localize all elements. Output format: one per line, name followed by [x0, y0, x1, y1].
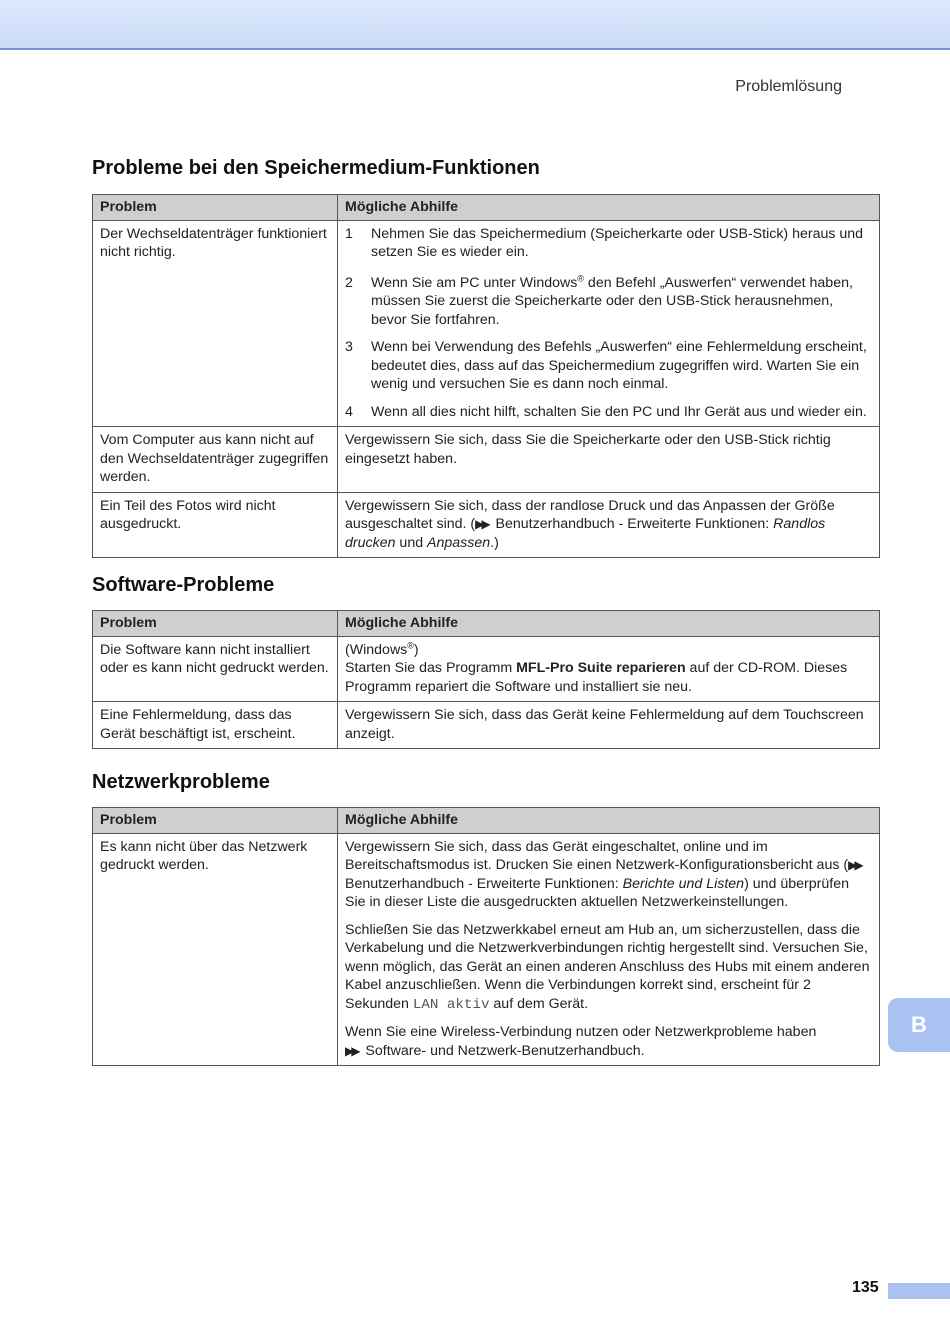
- storage-problems-table: [92, 194, 880, 558]
- problem-cell: Ein Teil des Fotos wird nicht ausgedruckt.: [93, 492, 338, 558]
- column-header-problem: Problem: [93, 195, 338, 221]
- column-header-solution: Mögliche Abhilfe: [338, 195, 880, 221]
- problem-cell: Eine Fehlermeldung, dass das Gerät beschäftigt ist, erscheint.: [93, 702, 338, 749]
- footer-bar: [888, 1283, 950, 1299]
- step-number: 4: [345, 403, 353, 420]
- section-heading-software: Software-Probleme: [92, 574, 275, 596]
- page-header-title: Problemlösung: [735, 78, 842, 95]
- software-problems-table: [92, 610, 880, 749]
- solution-cell: (Windows®) Starten Sie das Programm MFL-Pro Suite reparieren auf der CD-ROM. Dieses Programm repariert die Software und installiert sie neu.: [338, 636, 880, 702]
- section-heading-network: Netzwerkprobleme: [92, 771, 270, 793]
- step-text: Wenn bei Verwendung des Befehls „Auswerfen“ eine Fehlermeldung erscheint, bedeutet dies, dass auf das Speichermedium zugegriffen wird. Warten Sie ein wenig und versuchen Sie es dann noch einmal.: [371, 339, 867, 392]
- problem-cell: Der Wechseldatenträger funktioniert nicht richtig.: [93, 220, 338, 427]
- step-text: Nehmen Sie das Speichermedium (Speicherkarte oder USB-Stick) heraus und setzen Sie es wieder ein.: [371, 225, 864, 260]
- step-number: 3: [345, 339, 353, 355]
- table-row: [93, 636, 880, 702]
- header-bar: [0, 0, 950, 50]
- problem-cell: Es kann nicht über das Netzwerk gedruckt werden.: [93, 833, 338, 1066]
- solution-cell: Vergewissern Sie sich, dass das Gerät keine Fehlermeldung auf dem Touchscreen anzeigt.: [338, 702, 880, 749]
- reference-arrow-icon: ▶▶: [475, 517, 488, 531]
- solution-paragraph: Wenn Sie eine Wireless-Verbindung nutzen oder Netzwerkprobleme haben ▶▶ Software- und Netzwerk-Benutzerhandbuch.: [345, 1024, 817, 1059]
- solution-step: [345, 338, 872, 394]
- solution-step: [345, 225, 872, 262]
- section-heading-storage: Probleme bei den Speichermedium-Funktionen: [92, 157, 540, 179]
- step-text: Wenn Sie am PC unter Windows® den Befehl „Auswerfen“ verwendet haben, müssen Sie zuerst die Speicherkarte oder den USB-Stick herausnehmen, bevor Sie fortfahren.: [371, 272, 853, 328]
- step-number: 2: [345, 274, 353, 291]
- column-header-solution: Mögliche Abhilfe: [338, 808, 880, 834]
- solution-paragraph: Schließen Sie das Netzwerkkabel erneut am Hub an, um sicherzustellen, dass die Verkabelung und die Netzwerkverbindungen richtig hergestellt sind. Versuchen Sie, wenn möglich, das Gerät an einen anderen Anschluss des Hubs mit einem anderen Kabel anzuschließen. Wenn die Verbindungen korrekt sind, erscheint für 2 Sekunden LAN aktiv auf dem Gerät.: [345, 921, 870, 1013]
- reference-arrow-icon: ▶▶: [848, 858, 861, 872]
- problem-cell: Vom Computer aus kann nicht auf den Wechseldatenträger zugegriffen werden.: [93, 427, 338, 493]
- table-row: [93, 220, 880, 427]
- chapter-tab: B: [888, 998, 950, 1052]
- reference-arrow-icon: ▶▶: [345, 1043, 358, 1058]
- page-number: 135: [852, 1279, 879, 1296]
- solution-cell: [338, 220, 880, 427]
- column-header-problem: Problem: [93, 611, 338, 637]
- table-row: [93, 427, 880, 493]
- step-text: Wenn all dies nicht hilft, schalten Sie den PC und Ihr Gerät aus und wieder ein.: [371, 403, 867, 420]
- solution-paragraph: Vergewissern Sie sich, dass das Gerät eingeschaltet, online und im Bereitschaftsmodus ist. Drucken Sie einen Netzwerk-Konfigurationsbericht aus (▶▶ Benutzerhandbuch - Erweiterte Funktionen: Berichte und Listen) und überprüfen Sie in dieser Liste die ausgedruckten aktuellen Netzwerkeinstellungen.: [345, 838, 861, 910]
- table-row: [93, 702, 880, 749]
- solution-step: [345, 403, 872, 422]
- column-header-solution: Mögliche Abhilfe: [338, 611, 880, 637]
- column-header-problem: Problem: [93, 808, 338, 834]
- table-header-row: [93, 195, 880, 221]
- lcd-message: LAN aktiv: [412, 996, 490, 1013]
- table-header-row: [93, 611, 880, 637]
- table-row: [93, 492, 880, 558]
- solution-cell: Vergewissern Sie sich, dass der randlose Druck und das Anpassen der Größe ausgeschaltet sind. (▶▶ Benutzerhandbuch - Erweiterte Funktionen: Randlos drucken und Anpassen.): [338, 492, 880, 558]
- table-header-row: [93, 808, 880, 834]
- solution-step: [345, 274, 872, 330]
- solution-cell: Vergewissern Sie sich, dass Sie die Speicherkarte oder den USB-Stick richtig eingesetzt haben.: [338, 427, 880, 493]
- step-number: 1: [345, 225, 353, 242]
- table-row: [93, 833, 880, 1066]
- solution-cell: [338, 833, 880, 1066]
- problem-cell: Die Software kann nicht installiert oder es kann nicht gedruckt werden.: [93, 636, 338, 702]
- network-problems-table: [92, 807, 880, 1066]
